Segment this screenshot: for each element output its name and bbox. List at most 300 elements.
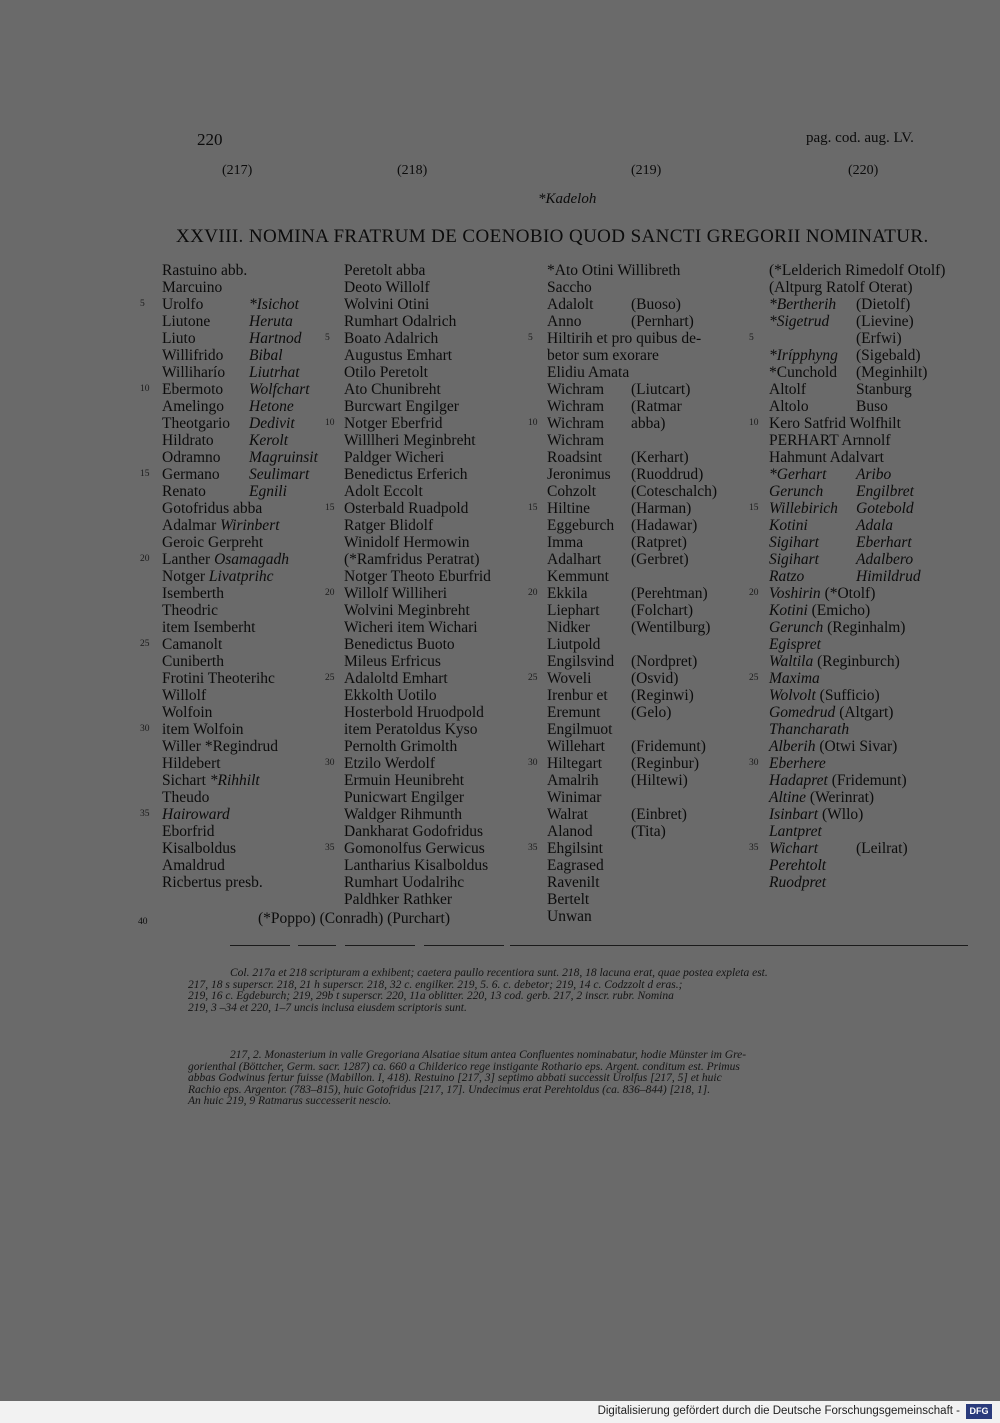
line-number: 10 [325,418,335,428]
name-entry: Gomedrud (Altgart) [769,704,894,721]
name-entry: Adalolt [547,296,594,313]
name-entry-secondary: Hetone [249,398,294,415]
name-row [547,279,772,296]
name-entry-secondary: Aribo [856,466,892,483]
name-row [547,891,772,908]
name-entry-secondary: Kerolt [249,432,289,449]
name-entry: Liephart [547,602,600,619]
anglo-saxon-name: Livatprihc [208,568,274,585]
name-row [769,398,994,415]
name-entry: Rastuino abb. [162,262,248,279]
name-row [344,483,569,500]
name-entry: Willebirich [769,500,838,517]
name-entry: Cohzolt [547,483,597,500]
separator-rule-3 [345,945,415,946]
name-row [344,347,569,364]
name-entry: (Altpurg Ratolf Oterat) [769,279,913,296]
name-entry: *Bertherih [769,296,837,313]
name-entry-secondary: Egnili [249,483,287,500]
name-entry: Unwan [547,908,592,925]
name-entry: Liutone [162,313,211,330]
name-entry-secondary: (Folchart) [631,602,693,619]
name-entry: Altine (Werinrat) [769,789,875,806]
name-entry-secondary: Magruinsit [249,449,318,466]
name-row [344,602,569,619]
name-row [344,891,569,908]
name-entry: Kero Satfrid Wolfhilt [769,415,901,432]
name-row [344,857,569,874]
name-row [344,823,569,840]
name-row [547,364,772,381]
name-entry: Alanod [547,823,593,840]
name-row [547,534,772,551]
name-entry: Adalhart [547,551,602,568]
name-entry: Anno [547,313,582,330]
name-entry-secondary: Wolfchart [249,381,310,398]
name-row [344,534,569,551]
name-row [769,721,994,738]
name-row [547,806,772,823]
name-row [528,415,772,432]
name-entry: Jeronimus [547,466,611,483]
name-entry: Notger Eberfrid [344,415,443,432]
name-entry: Lanther Osamagadh [162,551,289,568]
name-entry: Notger Livatprihc [162,568,274,585]
name-row [547,313,772,330]
name-entry: Thancharath [769,721,850,738]
name-entry-secondary: (Liutcart) [631,381,691,398]
name-entry: Mileus Erfricus [344,653,441,670]
name-row [769,704,994,721]
name-row [528,500,772,517]
anglo-saxon-name: Kotini [769,602,808,619]
name-entry: Isemberth [162,585,224,602]
name-entry-secondary: (Ratmar [631,398,682,415]
name-entry: Paldhker Rathker [344,891,453,908]
name-entry: Amaldrud [162,857,225,874]
running-head: pag. cod. aug. LV. [806,130,914,146]
name-entry: Waltila (Reginburch) [769,653,900,670]
anglo-saxon-name: *Rihhilt [209,772,260,789]
name-entry-secondary: (Pernhart) [631,313,694,330]
name-entry: Walrat [547,806,588,823]
name-entry: Pernolth Grimolth [344,738,458,755]
name-entry: Sichart *Rihhilt [162,772,260,789]
name-entry: Punicwart Engilger [344,789,465,806]
name-entry-secondary: Dedivit [249,415,295,432]
name-row [547,466,772,483]
name-entry: Boato Adalrich [344,330,439,347]
name-entry: Cuniberth [162,653,224,670]
line-number: 10 [528,418,538,428]
name-entry: Adalmar Wirinbert [162,517,280,534]
name-row [344,279,569,296]
name-entry-secondary: Hartnod [249,330,302,347]
name-row [344,619,569,636]
name-entry-secondary: Seulimart [249,466,310,483]
name-row [528,330,772,347]
name-entry-secondary: (Ratpret) [631,534,687,551]
name-row [344,874,569,891]
name-entry: Hildrato [162,432,214,449]
name-row [344,806,569,823]
anglo-saxon-name: Voshirin [769,585,821,602]
name-entry-secondary: Buso [856,398,888,415]
name-entry-secondary: Engilbret [856,483,914,500]
name-entry: Hiltirih et pro quibus de- [547,330,702,347]
name-entry: Altolf [769,381,807,398]
funding-notice: Digitalisierung gefördert durch die Deutsche Forschungsgemeinschaft - [597,1405,960,1417]
name-entry: Nidker [547,619,591,636]
name-row [749,415,994,432]
name-entry: Odramno [162,449,221,466]
name-entry: Kotini [769,517,808,534]
name-entry-secondary: (Perehtman) [631,585,708,602]
name-entry: Willehart [547,738,605,755]
name-entry: Deoto Willolf [344,279,430,296]
name-row [547,687,772,704]
line-number: 10 [140,384,150,394]
name-entry: Paldger Wicheri [344,449,445,466]
separator-rule-1 [230,945,290,946]
name-entry: Imma [547,534,584,551]
line-number: 5 [749,333,754,343]
name-row [769,449,994,466]
column-number-219: (219) [631,163,662,178]
name-entry: Hosterbold Hruodpold [344,704,484,721]
name-row [547,738,772,755]
name-row [769,687,994,704]
name-entry-secondary: (Buoso) [631,296,681,313]
name-row [344,568,569,585]
name-entry: Peretolt abba [344,262,426,279]
anglo-saxon-name: Isinbart [769,806,819,823]
name-entry: Otilo Peretolt [344,364,428,381]
name-entry: Engilmuot [547,721,613,738]
name-row [344,296,569,313]
name-row [547,789,772,806]
name-row [769,432,994,449]
name-entry: Gomonolfus Gerwicus [344,840,485,857]
name-row [769,874,994,891]
name-row [749,840,994,857]
line-number: 25 [749,673,759,683]
name-row [547,262,772,279]
name-row [749,670,994,687]
line-number: 15 [749,503,759,513]
name-entry-secondary: (Kerhart) [631,449,689,466]
name-entry-secondary: (Lievine) [856,313,914,330]
name-entry-secondary: (Tita) [631,823,666,840]
name-entry: Hildebert [162,755,221,772]
kadeloh-entry: *Kadeloh [538,191,597,207]
name-row [344,636,569,653]
bottom-names-line: (*Poppo) (Conradh) (Purchart) [258,910,450,927]
name-entry: Hiltegart [547,755,603,772]
name-entry: Urolfo [162,296,204,313]
name-entry: Winidolf Hermowin [344,534,470,551]
column-number-217: (217) [222,163,253,178]
name-entry: Adaloltd Emhart [344,670,448,687]
name-row [547,619,772,636]
note-line: abbas Godwinus fertur fuisse (Mabillon. I, 418). Restuino [217, 3] septimo abbati successit Urolfus [217, 5] et huic [188,1072,722,1084]
column-219 [528,262,772,925]
name-entry-secondary: (Fridemunt) [631,738,706,755]
name-row [344,738,569,755]
apparatus-line: 217, 18 s superscr. 218, 21 h superscr. 218, 32 c. engilker. 219, 5. 6. c. debetor; 219, 14 c. Codzzolt d eras.; [188,978,683,991]
name-row [769,857,994,874]
note-line: gorienthal (Böttcher, Germ. sacr. 1287) ca. 660 a Childerico rege instigante Rothario eps. Argent. conditum est. Primus [188,1060,740,1073]
name-entry-secondary: (Sigebald) [856,347,921,364]
name-row [769,483,994,500]
name-entry: *Gerhart [769,466,827,483]
name-row [344,432,569,449]
separator-rule-5 [510,945,968,946]
name-entry-secondary: (Ruoddrud) [631,466,704,483]
name-entry: Wolvolt (Sufficio) [769,687,880,704]
separator-rule-4 [424,945,504,946]
name-entry: Theudo [162,789,210,806]
anglo-saxon-name: Gerunch [769,619,824,636]
name-entry: Sigihart [769,551,819,568]
name-entry: *Cunchold [769,364,838,381]
name-entry: item Peratoldus Kyso [344,721,478,738]
name-row [547,704,772,721]
name-entry: Wichram [547,432,605,449]
name-row [344,789,569,806]
name-entry: Voshirin (*Otolf) [769,585,876,602]
name-entry: betor sum exorare [547,347,659,364]
name-entry: Ato Chunibreht [344,381,441,398]
line-number: 20 [325,588,335,598]
name-entry-secondary: (Coteschalch) [631,483,718,500]
name-entry: Ekkolth Uotilo [344,687,437,704]
name-row [344,262,569,279]
name-row [769,602,994,619]
name-entry-secondary: Adala [856,517,894,534]
name-entry: Eagrased [547,857,604,874]
name-entry: Kisalboldus [162,840,237,857]
line-number: 35 [325,843,335,853]
name-entry: Theodric [162,602,218,619]
apparatus-line: Col. 217a et 218 scripturam a exhibent; caetera paullo recentiora sunt. 218, 18 lacuna erat, quae postea expleta est. [230,967,768,979]
name-row [749,755,994,772]
line-number: 5 [325,333,330,343]
name-row [547,381,772,398]
name-row [547,483,772,500]
name-row [547,653,772,670]
name-entry: Willolf Williheri [344,585,448,602]
name-entry: Rumhart Uodalrihc [344,874,465,891]
name-row [547,772,772,789]
name-entry: Wichart [769,840,819,857]
name-entry: Notger Theoto Eburfrid [344,568,491,585]
name-entry: item Wolfoin [162,721,244,738]
name-entry: Lantpret [769,823,822,840]
anglo-saxon-name: Waltila [769,653,814,670]
name-entry: Williharío [162,364,226,381]
name-entry: Wolvini Meginbreht [344,602,470,619]
name-entry: Woveli [547,670,592,687]
line-number: 30 [140,724,150,734]
line-number: 35 [140,809,150,819]
name-entry-secondary: (Nordpret) [631,653,698,670]
anglo-saxon-name: Altine [769,789,807,806]
name-entry: Benedictus Buoto [344,636,455,653]
name-entry: Theotgario [162,415,231,432]
name-entry: Bertelt [547,891,590,908]
name-entry: Sigihart [769,534,819,551]
name-entry: Liutpold [547,636,601,653]
name-entry: Engilsvind [547,653,615,670]
column-number-218: (218) [397,163,428,178]
name-entry-secondary: Bibal [249,347,283,364]
page-number: 220 [197,130,223,149]
note-line: 217, 2. Monasterium in valle Gregoriana Alsatiae situm antea Confluentes nominabatur, hodie Münster im Gre- [230,1049,747,1061]
name-entry-secondary: (Gelo) [631,704,672,721]
name-entry-secondary: Adalbero [856,551,914,568]
line-number: 15 [528,503,538,513]
name-row [769,551,994,568]
name-entry: Wolfoin [162,704,213,721]
name-row [547,347,772,364]
name-row [769,806,994,823]
name-row [344,687,569,704]
name-row [547,432,772,449]
name-row [749,330,994,347]
name-row [769,772,994,789]
footer-bar [0,1401,1000,1423]
name-entry: *Ato Otini Willibreth [547,262,681,279]
name-entry: Kotini (Emicho) [769,602,871,619]
name-entry: Altolo [769,398,809,415]
name-entry-secondary: Heruta [249,313,293,330]
name-row [344,772,569,789]
name-entry-secondary: (Dietolf) [856,296,911,313]
name-row [528,840,772,857]
name-entry: Osterbald Ruadpold [344,500,469,517]
name-row [344,313,569,330]
name-entry-secondary: abba) [631,415,666,432]
name-row [769,653,994,670]
name-row [769,789,994,806]
separator-rule-2 [298,945,336,946]
name-entry: *Sigetrud [769,313,830,330]
name-entry: Waldger Rihmunth [344,806,462,823]
anglo-saxon-name: Wolvolt [769,687,816,704]
name-entry: Marcuino [162,279,223,296]
name-row [547,551,772,568]
line-number: 5 [140,299,145,309]
name-entry: Wolvini Otini [344,296,430,313]
name-entry: Augustus Emhart [344,347,453,364]
name-row [547,857,772,874]
name-row [547,296,772,313]
name-row [344,381,569,398]
name-entry: Ebermoto [162,381,224,398]
name-entry: Frotini Theoterihc [162,670,275,687]
name-row [344,449,569,466]
name-entry: Ratzo [769,568,805,585]
name-entry: Ruodpret [769,874,827,891]
apparatus-line: 219, 3 –34 et 220, 1–7 uncis inclusa eiusdem scriptoris sunt. [188,1001,467,1014]
name-entry-secondary: (Osvid) [631,670,679,687]
name-row [769,313,994,330]
name-row [344,517,569,534]
name-row [769,296,994,313]
anglo-saxon-name: Hadapret [769,772,828,789]
line-number: 35 [528,843,538,853]
name-entry: Hahmunt Adalvart [769,449,884,466]
name-entry: Perehtolt [769,857,827,874]
name-row [344,466,569,483]
line-number: 30 [528,758,538,768]
name-row [769,738,994,755]
name-entry: (*Ramfridus Peratrat) [344,551,480,568]
name-row [547,449,772,466]
name-row [547,823,772,840]
name-entry: Maxima [769,670,820,687]
name-row [547,568,772,585]
name-entry: Wichram [547,415,605,432]
name-entry-secondary: Himildrud [856,568,921,585]
name-row [769,381,994,398]
name-entry: Ekkila [547,585,588,602]
name-entry: Geroic Gerpreht [162,534,264,551]
line-number: 20 [140,554,150,564]
name-row [344,398,569,415]
name-entry: Amalrih [547,772,599,789]
name-entry: Burcwart Engilger [344,398,459,415]
name-entry: Lantharius Kisalboldus [344,857,489,874]
name-entry: Kemmunt [547,568,609,585]
anglo-saxon-name: Alberih [769,738,816,755]
name-entry: Roadsint [547,449,603,466]
name-entry [162,806,230,823]
name-entry: (*Lelderich Rimedolf Otolf) [769,262,946,279]
name-row [344,721,569,738]
name-row [528,755,772,772]
name-row [547,908,772,925]
name-row [547,874,772,891]
name-row [769,517,994,534]
line-number: 25 [140,639,150,649]
name-entry-secondary: (Erfwi) [856,330,902,347]
name-entry-secondary: (Meginhilt) [856,364,928,381]
dfg-logo: DFG [966,1404,992,1419]
name-row [528,670,772,687]
name-entry: Wicheri item Wichari [344,619,478,636]
name-entry-secondary: Stanburg [856,381,912,398]
name-row [769,568,994,585]
name-row [547,398,772,415]
column-number-220: (220) [848,163,879,178]
name-entry: Etzilo Werdolf [344,755,436,772]
name-entry-secondary: *Isichot [249,296,299,313]
name-row [769,347,994,364]
name-entry-secondary: (Reginwi) [631,687,694,704]
name-row [749,585,994,602]
note-line: Rachio eps. Argentor. (783–815), huic Gotofridus [217, 17]. Undecimus erat Perehtoldus (ca. 836–844) [218, 1]. [188,1083,711,1096]
section-title: XXVIII. NOMINA FRATRUM DE COENOBIO QUOD SANCTI GREGORII NOMINATUR. [176,226,929,247]
line-number: 30 [749,758,759,768]
name-row [749,500,994,517]
name-entry: Rumhart Odalrich [344,313,457,330]
name-row [769,364,994,381]
name-entry-secondary: (Hadawar) [631,517,698,534]
name-entry: Wichram [547,398,605,415]
name-entry: Hiltine [547,500,591,517]
